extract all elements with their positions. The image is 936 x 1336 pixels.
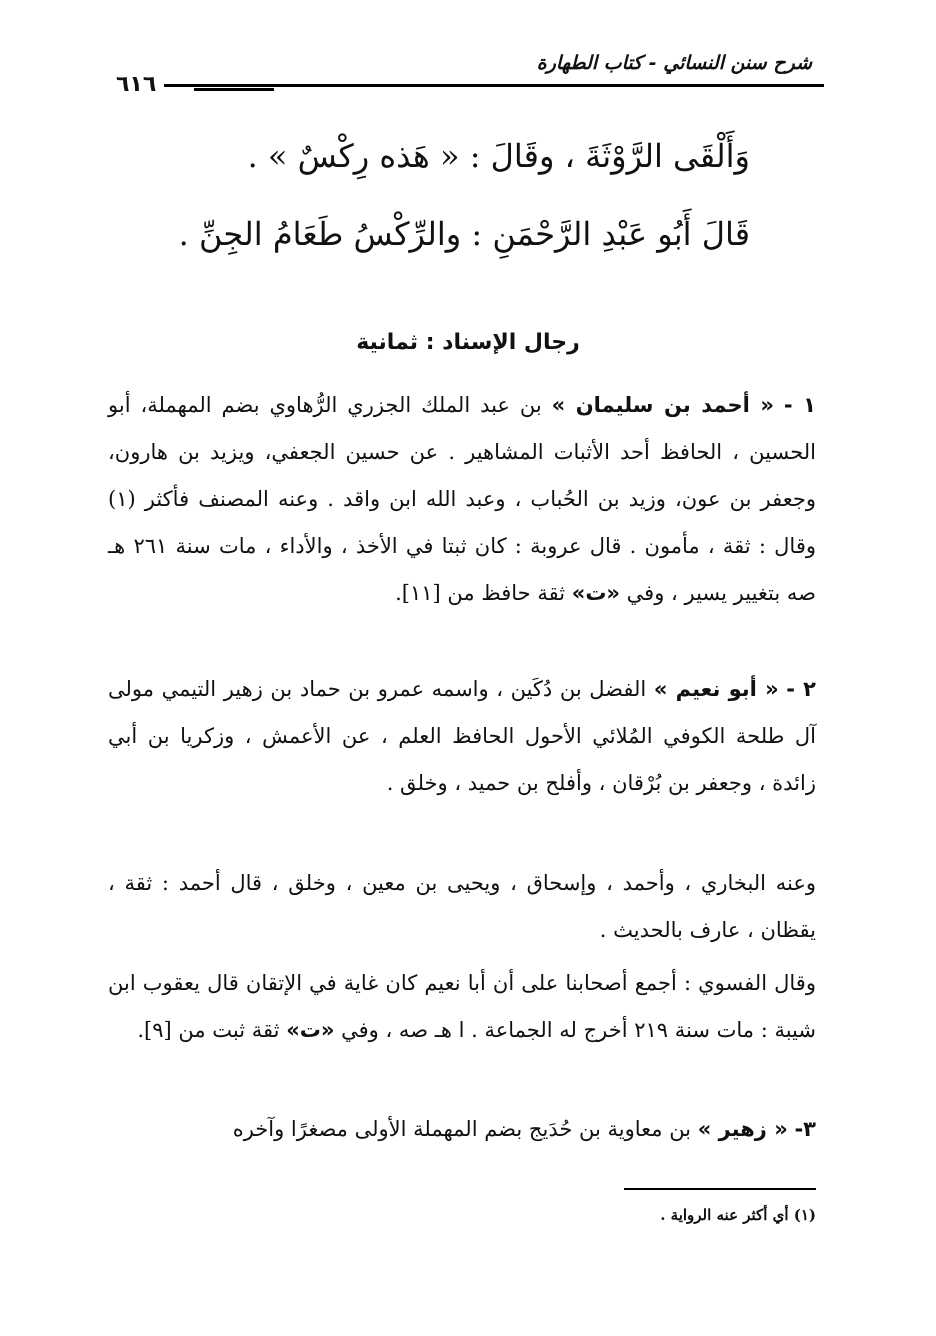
footnote-divider	[624, 1188, 816, 1190]
source-tag: «ت»	[286, 1018, 335, 1042]
source-tag: «ت»	[571, 581, 620, 605]
narrator-entry-1	[108, 382, 816, 617]
paragraph-text: وقال الفسوي : أجمع أصحابنا على أن أبا نعيم كان غاية في الإتقان قال يعقوب ابن شيبة : مات سنة ٢١٩ أخرج له الجماعة . ا هـ صه ، وفي	[108, 971, 816, 1042]
footnote: (١) أي أكثر عنه الرواية .	[660, 1206, 816, 1224]
narrator-name: « أبو نعيم »	[653, 677, 779, 701]
paragraph-tail: ثقة ثبت من [٩].	[137, 1018, 280, 1042]
narrator-entry-2	[108, 666, 816, 807]
entry-tail: ثقة حافظ من [١١].	[395, 581, 566, 605]
entry-text: بن عبد الملك الجزري الرُّهاوي بضم المهملة، أبو الحسين ، الحافظ أحد الأثبات المشاهير . عن حسين الجعفي، ويزيد بن هارون، وجعفر بن عون، وزيد بن الحُباب ، وعبد الله ابن واقد . وعنه المصنف فأكثر (١) وقال : ثقة ، مأمون . قال عروبة : كان ثبتا في الأخذ ، والأداء ، مات سنة ٢٦١ هـ صه بتغيير يسير ، وفي	[108, 393, 816, 605]
running-title: شرح سنن النسائي - كتاب الطهارة	[536, 52, 812, 74]
entry-number: ١ -	[783, 393, 816, 417]
narrator-name: « أحمد بن سليمان »	[551, 393, 774, 417]
page-number: ٦١٦	[108, 72, 164, 97]
page-number-row	[108, 72, 816, 102]
entry-number: ٣-	[794, 1117, 816, 1141]
entry-text: الفضل بن دُكَين ، واسمه عمرو بن حماد بن زهير التيمي مولى آل طلحة الكوفي المُلائي الأحول الحافظ العلم ، عن الأعمش ، وزكريا بن أبي زائدة ، وجعفر بن بُرْقان ، وأفلح بن حميد ، وخلق .	[108, 677, 816, 795]
section-heading: رجال الإسناد : ثمانية	[356, 330, 580, 355]
hadith-text-line-1: وَأَلْقَى الرَّوْثَةَ ، وقَالَ : « هَذه رِكْسٌ » .	[247, 137, 750, 175]
entry-text: بن معاوية بن حُدَيج بضم المهملة الأولى مصغرًا وآخره	[232, 1117, 692, 1141]
entry-number: ٢ -	[786, 677, 816, 701]
narrator-entry-3	[108, 1106, 816, 1153]
paragraph-death	[108, 960, 816, 1054]
paragraph-students: وعنه البخاري ، وأحمد ، وإسحاق ، ويحيى بن معين ، وخلق ، قال أحمد : ثقة ، يقظان ، عارف بالحديث .	[108, 871, 816, 942]
page-number-rule	[194, 88, 274, 91]
hadith-text-line-2: قَالَ أَبُو عَبْدِ الرَّحْمَنِ : والرِّكْسُ طَعَامُ الجِنِّ .	[178, 215, 750, 253]
narrator-name: « زهير »	[697, 1117, 788, 1141]
